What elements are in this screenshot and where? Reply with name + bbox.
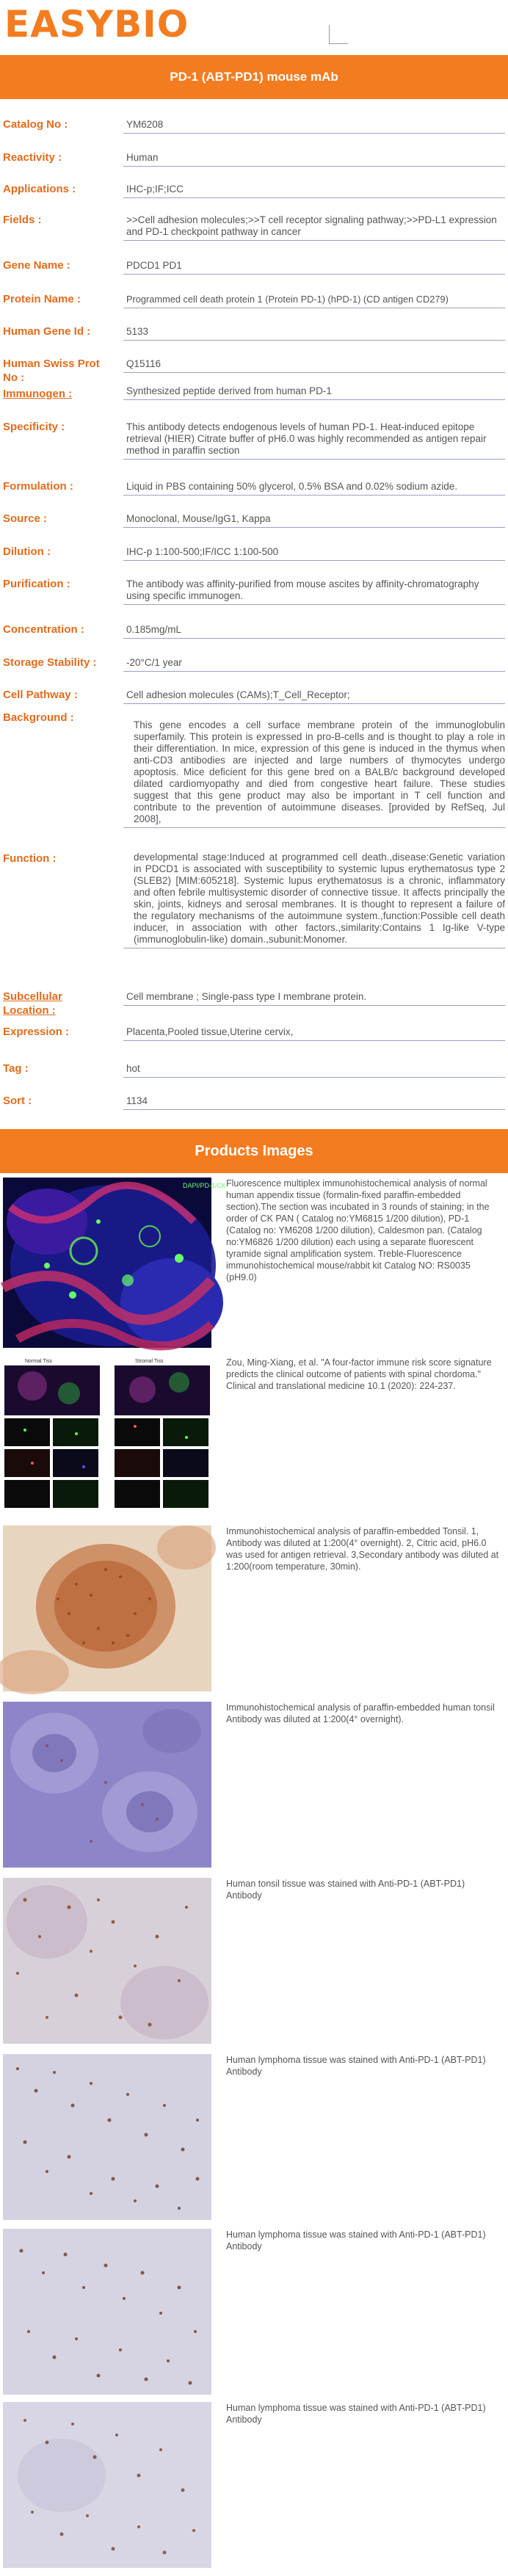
specificity-value: This antibody detects endogenous levels of human PD-1. Heat-induced epitope retrieval (HIER) Citrate buffer of pH6.0 was highly recommended as antigen repair method in paraffin section <box>123 421 505 460</box>
reactivity-value: Human <box>123 152 505 167</box>
background-label: Background : <box>3 711 74 724</box>
catalog-label: Catalog No : <box>3 118 68 131</box>
protein-name-value: Programmed cell death protein 1 (Protein PD-1) (hPD-1) (CD antigen CD279) <box>123 294 505 308</box>
product-title-bar <box>0 55 508 99</box>
tonsil-stain-image[interactable] <box>3 1878 211 2044</box>
formulation-value: Liquid in PBS containing 50% glycerol, 0.5% BSA and 0.02% sodium azide. <box>123 481 505 496</box>
products-images-bar <box>0 1129 508 1173</box>
product-caption: Immunohistochemical analysis of paraffin-embedded human tonsil Antibody was diluted at 1:200(4° overnight). <box>226 1702 495 1724</box>
product-title: PD-1 (ABT-PD1) mouse mAb <box>170 70 338 84</box>
dilution-label: Dilution : <box>3 545 51 558</box>
lymphoma-stain-image[interactable] <box>3 2229 211 2395</box>
gene-id-value: 5133 <box>123 326 505 341</box>
product-caption: Zou, Ming-Xiang, et al. "A four-factor immune risk score signature predicts the clinical outcome of patients with spinal chordoma." Clinical and translational medicine 10.1 (2020): 224-237. <box>226 1357 492 1391</box>
figure-left-label: Normal Tiss <box>25 1359 52 1364</box>
sort-value: 1134 <box>123 1095 505 1110</box>
ihc-tonsil-image[interactable] <box>3 1525 211 1691</box>
formulation-label: Formulation : <box>3 480 73 493</box>
figure-right-label: Stromal Tiss <box>135 1359 164 1364</box>
reactivity-label: Reactivity : <box>3 151 62 164</box>
lymphoma-stain-image[interactable] <box>3 2054 211 2220</box>
source-label: Source : <box>3 512 48 525</box>
product-caption: Fluorescence multiplex immunohistochemical analysis of normal human appendix tissue (formalin-fixed paraffin-embedded section).The section was incubated in 3 rounds of staining; in the order of CK PAN ( Catalog no:YM6815 1/200 dilution), PD-1 (Catalog no: YM6208 1/200 dilution), Caldesmon pan. (Catalog no:YM6826 1/200 dilution) each using a separate fluorescent tyramide signal amplification system. Treble-Fluorescence immunohistochemical mouse/rabbit kit Catalog NO: RS0035 (pH9.0) <box>226 1178 490 1282</box>
gene-id-label: Human Gene Id : <box>3 325 91 338</box>
pathway-label: Cell Pathway : <box>3 689 78 701</box>
location-label[interactable]: Subcellular Location : <box>3 990 62 1017</box>
product-caption: Human lymphoma tissue was stained with Anti-PD-1 (ABT-PD1) Antibody <box>226 2055 486 2077</box>
sort-label: Sort : <box>3 1095 32 1107</box>
catalog-value: YM6208 <box>123 119 505 134</box>
purification-label: Purification : <box>3 578 70 590</box>
purification-value: The antibody was affinity-purified from mouse ascites by affinity-chromatography using specific immunogen. <box>123 578 505 605</box>
applications-value: IHC-p;IF;ICC <box>123 184 505 198</box>
ihc-tonsil-blue-image[interactable] <box>3 1702 211 1868</box>
function-label: Function : <box>3 852 57 865</box>
applications-label: Applications : <box>3 183 76 195</box>
source-value: Monoclonal, Mouse/IgG1, Kappa <box>123 513 505 528</box>
concentration-label: Concentration : <box>3 623 84 636</box>
location-value: Cell membrane ; Single-pass type I membrane protein. <box>123 991 505 1006</box>
storage-value: -20°C/1 year <box>123 657 505 672</box>
swiss-prot-value: Q15116 <box>123 358 505 373</box>
fluorescence-image[interactable] <box>3 1178 227 1348</box>
gene-name-value: PDCD1 PD1 <box>123 260 505 275</box>
protein-name-label: Protein Name : <box>3 293 81 305</box>
gene-name-label: Gene Name : <box>3 259 70 272</box>
swiss-prot-label: Human Swiss Prot No : <box>3 358 100 384</box>
product-caption: Immunohistochemical analysis of paraffin-embedded Tonsil. 1, Antibody was diluted at 1:200(4° overnight). 2, Citric acid, pH6.0 was used for antigen retrieval. 3,Secondary antibody was diluted at 1:200(room temperature, 30min). <box>226 1526 499 1572</box>
corner-mark-icon <box>329 25 348 44</box>
fields-value: >>Cell adhesion molecules;>>T cell receptor signaling pathway;>>PD-L1 expression and PD-1 checkpoint pathway in cancer <box>123 214 505 241</box>
tag-value: hot <box>123 1063 505 1078</box>
easybio-logo[interactable]: EASYBIO <box>4 3 189 46</box>
expression-value: Placenta,Pooled tissue,Uterine cervix, <box>123 1026 505 1041</box>
product-caption: Human lymphoma tissue was stained with Anti-PD-1 (ABT-PD1) Antibody <box>226 2229 486 2252</box>
lymphoma-stain-image[interactable] <box>3 2402 211 2568</box>
multipanel-figure[interactable] <box>3 1357 211 1517</box>
immunogen-label[interactable]: Immunogen : <box>3 388 73 400</box>
specificity-label: Specificity : <box>3 421 65 433</box>
concentration-value: 0.185mg/mL <box>123 624 505 639</box>
function-value: developmental stage:Induced at programmed cell death.,disease:Genetic variation in PDCD1 is associated with susceptibility to systemic lupus erythematosus type 2 (SLEB2) [MIM:605218]. Systemic lupus erythematosus is a chronic, inflammatory and often febrile multisystemic disorder of connective tissue. It affects principally the skin, joints, kidneys and serosal membranes. It is thought to represent a failure of the regulatory mechanisms of the autoimmune system.,function:Possible cell death inducer, in association with other factors.,similarity:Contains 1 Ig-like V-type (immunoglobulin-like) domain.,subunit:Monomer. <box>123 852 505 948</box>
tag-label: Tag : <box>3 1062 29 1075</box>
product-caption: Human lymphoma tissue was stained with Anti-PD-1 (ABT-PD1) Antibody <box>226 2403 486 2425</box>
products-images-title: Products Images <box>195 1142 313 1159</box>
fields-label: Fields : <box>3 214 42 226</box>
dilution-value: IHC-p 1:100-500;IF/ICC 1:100-500 <box>123 546 505 561</box>
fluorescence-panel-label: DAPI/PD-1/CK <box>183 1182 227 1189</box>
background-value: This gene encodes a cell surface membrane protein of the immunoglobulin superfamily. This protein is expressed in pro-B-cells and is thought to play a role in their differentiation. In mice, expression of this gene is induced in the thymus when anti-CD3 antibodies are injected and large numbers of thymocytes undergo apoptosis. Mice deficient for this gene bred on a BALB/c background developed dilated cardiomyopathy and died from congestive heart failure. These studies suggest that this gene product may also be important in T cell function and contribute to the prevention of autoimmune diseases. [provided by RefSeq, Jul 2008], <box>123 719 505 828</box>
product-caption: Human tonsil tissue was stained with Anti-PD-1 (ABT-PD1) Antibody <box>226 1879 465 1901</box>
storage-label: Storage Stability : <box>3 656 97 669</box>
pathway-value: Cell adhesion molecules (CAMs);T_Cell_Receptor; <box>123 689 505 704</box>
immunogen-value: Synthesized peptide derived from human PD-1 <box>123 385 505 400</box>
page-header <box>0 0 508 53</box>
expression-label: Expression : <box>3 1026 70 1038</box>
